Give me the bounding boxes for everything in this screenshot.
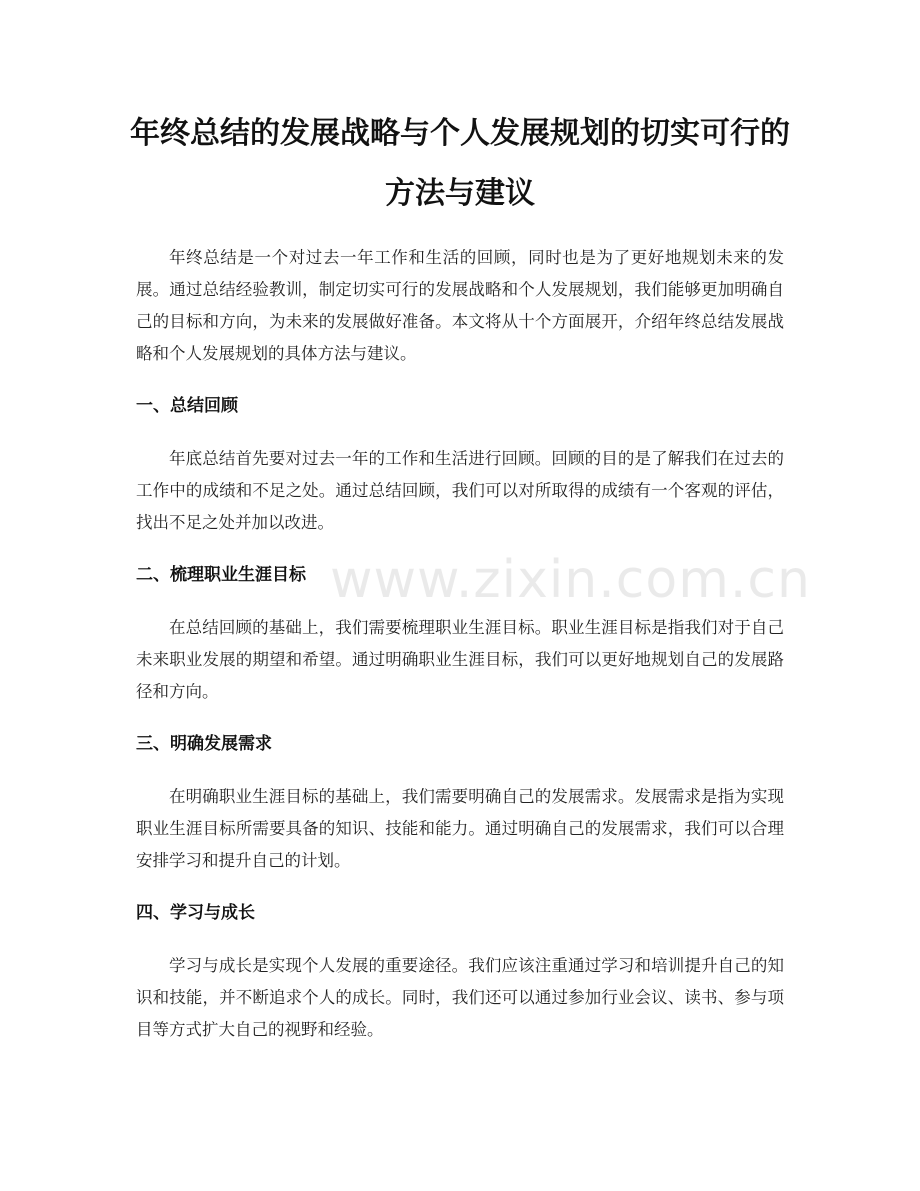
document-body — [136, 242, 811, 1046]
intro-paragraph: 年终总结是一个对过去一年工作和生活的回顾，同时也是为了更好地规划未来的发展。通过总结经验教训，制定切实可行的发展战略和个人发展规划，我们能够更加明确自己的目标和方向，为未来的发展做好准备。本文将从十个方面展开，介绍年终总结发展战略和个人发展规划的具体方法与建议。 — [136, 248, 784, 363]
section-body-1: 年底总结首先要对过去一年的工作和生活进行回顾。回顾的目的是了解我们在过去的工作中的成绩和不足之处。通过总结回顾，我们可以对所取得的成绩有一个客观的评估，找出不足之处并加以改进。 — [136, 449, 784, 532]
section-heading-4: 四、学习与成长 — [136, 903, 255, 923]
watermark-text: www.zixin.com.cn — [330, 550, 811, 610]
section-heading-2: 二、梳理职业生涯目标 — [136, 565, 306, 585]
section-heading-1: 一、总结回顾 — [136, 396, 238, 416]
section-body-4: 学习与成长是实现个人发展的重要途径。我们应该注重通过学习和培训提升自己的知识和技能，并不断追求个人的成长。同时，我们还可以通过参加行业会议、读书、参与项目等方式扩大自己的视野和经验。 — [136, 956, 784, 1039]
document-title: 年终总结的发展战略与个人发展规划的切实可行的方法与建议 — [130, 116, 790, 211]
section-body-3: 在明确职业生涯目标的基础上，我们需要明确自己的发展需求。发展需求是指为实现职业生涯目标所需要具备的知识、技能和能力。通过明确自己的发展需求，我们可以合理安排学习和提升自己的计划。 — [136, 787, 784, 870]
section-body-2: 在总结回顾的基础上，我们需要梳理职业生涯目标。职业生涯目标是指我们对于自己未来职业发展的期望和希望。通过明确职业生涯目标，我们可以更好地规划自己的发展路径和方向。 — [136, 618, 784, 701]
section-heading-3: 三、明确发展需求 — [136, 734, 272, 754]
